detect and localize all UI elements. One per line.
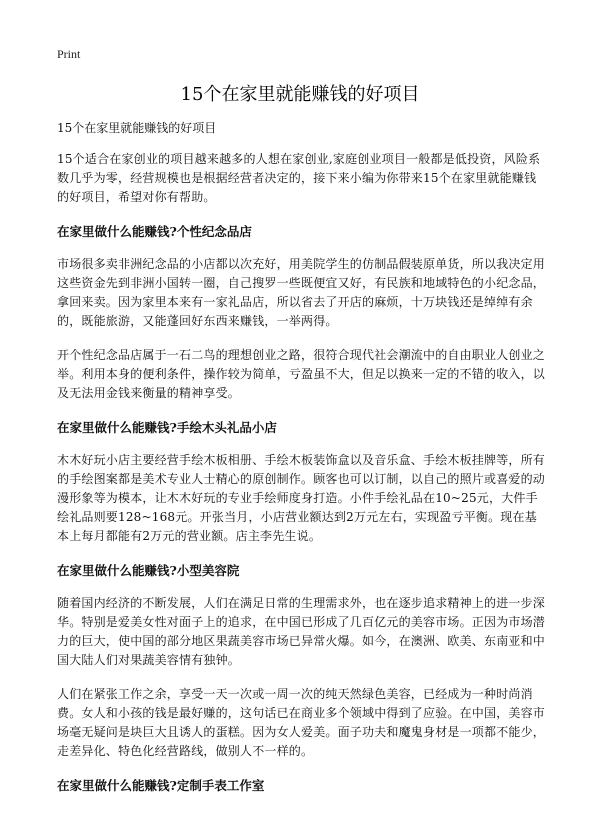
section-wood-gift-shop [57, 418, 547, 546]
intro-paragraph: 15个适合在家创业的项目越来越多的人想在家创业,家庭创业项目一般都是低投资，风险系数几乎为零，经营规模也是根据经营者决定的，接下来小编为你带来15个在家里就能赚钱的好项目，希望对你有帮助。 [57, 152, 541, 204]
page-title: 15个在家里就能赚钱的好项目 [180, 84, 420, 105]
section-heading: 在家里做什么能赚钱?定制手表工作室 [57, 778, 265, 793]
print-link[interactable]: Print [57, 47, 81, 61]
section-beauty-salon [57, 561, 547, 761]
section-paragraph: 人们在紧张工作之余，享受一天一次或一周一次的纯天然绿色美容，已经成为一种时尚消费。女人和小孩的钱是最好赚的，这句话已在商业多个领域中得到了应验。在中国，美容市场毫无疑问是块巨大且诱人的蛋糕。因为女人爱美。面子功夫和魔鬼身材是一项都不能少，走差异化、特色化经营路线，做别人不一样的。 [57, 687, 546, 758]
section-paragraph: 市场很多卖非洲纪念品的小店都以次充好，用美院学生的仿制品假装原单货，所以我决定用这些资金先到非洲小国转一圈，自己搜罗一些既便宜又好，有民族和地域特色的小纪念品，拿回来卖。因为家里本来有一家礼品店，所以省去了开店的麻烦，十万块钱还是绰绰有余的，既能旅游，又能蓬回好东西来赚钱，一举两得。 [57, 257, 546, 328]
article-subtitle: 15个在家里就能赚钱的好项目 [57, 121, 217, 135]
section-paragraph: 木木好玩小店主要经营手绘木板相册、手绘木板装饰盒以及音乐盒、手绘木板挂牌等，所有的手绘图案都是美术专业人士精心的原创制作。顾客也可以订制，以自己的照片或喜爱的动漫形象等为模本，让木木好玩的专业手绘师度身打造。小件手绘礼品在10~25元，大件手绘礼品则要128~168元。开张当月，小店营业额达到2万元左右，实现盈亏平衡。现在基本上每月都能有2万元的营业额。店主李先生说。 [57, 453, 546, 543]
article-body [57, 119, 547, 809]
section-watch-studio [57, 776, 547, 795]
section-paragraph: 开个性纪念品店属于一石二鸟的理想创业之路，很符合现代社会潮流中的自由职业人创业之举。利用本身的便利条件，操作较为简单，亏盈虽不大，但足以换来一定的不错的收入，以及无法用金钱来衡量的精神享受。 [57, 348, 546, 400]
section-souvenir-shop [57, 222, 547, 403]
section-heading: 在家里做什么能赚钱?手绘木头礼品小店 [57, 420, 277, 435]
section-heading: 在家里做什么能赚钱?小型美容院 [57, 563, 240, 578]
section-paragraph: 随着国内经济的不断发展，人们在满足日常的生理需求外，也在逐步追求精神上的进一步深华。特别是爱美女性对面子上的追求，在中国已形成了几百亿元的美容市场。正因为市场潜力的巨大，使中国的部分地区果蔬美容市场已异常火爆。如今，在澳洲、欧美、东南亚和中国大陆人们对果蔬美容情有独钟。 [57, 596, 546, 667]
section-heading: 在家里做什么能赚钱?个性纪念品店 [57, 224, 252, 239]
